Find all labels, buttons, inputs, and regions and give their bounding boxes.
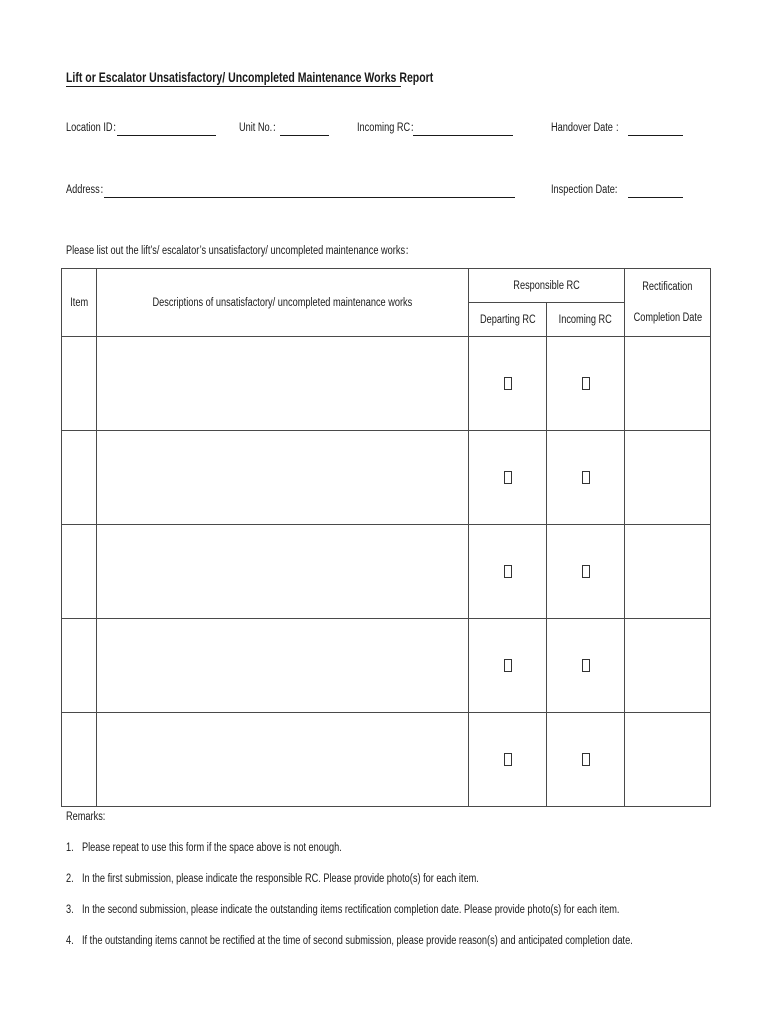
handover-date-label: Handover Date <box>551 122 613 134</box>
location-id-label: Location ID： <box>66 122 122 134</box>
handover-date-colon: : <box>616 122 619 134</box>
incoming-rc-field[interactable] <box>413 135 513 136</box>
incoming-rc-cell <box>547 337 625 431</box>
title-underline <box>66 86 401 87</box>
completion-date-cell[interactable] <box>625 713 711 807</box>
completion-date-cell[interactable] <box>625 619 711 713</box>
maintenance-works-table <box>61 268 711 807</box>
header-incoming-rc: Incoming RC <box>547 303 625 337</box>
incoming-rc-checkbox[interactable] <box>582 659 590 672</box>
address-field[interactable] <box>104 197 515 198</box>
remarks-heading: Remarks: <box>66 811 106 823</box>
header-rectification-completion-date <box>625 269 711 337</box>
inspection-date-field[interactable] <box>628 197 683 198</box>
unit-no-field[interactable] <box>280 135 329 136</box>
remark-text: If the outstanding items cannot be rectified at the time of second submission, please provide reason(s) and anticipated completion date. <box>82 935 633 947</box>
remark-number: 2. <box>66 873 74 885</box>
item-cell[interactable] <box>62 713 97 807</box>
item-cell[interactable] <box>62 619 97 713</box>
description-cell[interactable] <box>97 431 469 525</box>
incoming-rc-checkbox[interactable] <box>582 471 590 484</box>
header-rectification-line1: Rectification <box>642 281 693 293</box>
departing-rc-cell <box>469 431 547 525</box>
departing-rc-checkbox[interactable] <box>504 471 512 484</box>
departing-rc-cell <box>469 619 547 713</box>
incoming-rc-checkbox[interactable] <box>582 565 590 578</box>
remark-text: Please repeat to use this form if the space above is not enough. <box>82 842 342 854</box>
incoming-rc-label: Incoming RC： <box>357 122 420 134</box>
table-row <box>62 525 711 619</box>
location-id-field[interactable] <box>117 135 216 136</box>
table-row <box>62 619 711 713</box>
incoming-rc-checkbox[interactable] <box>582 753 590 766</box>
incoming-rc-checkbox[interactable] <box>582 377 590 390</box>
unit-no-label: Unit No.： <box>239 122 282 134</box>
instructions-text: Please list out the lift’s/ escalator’s unsatisfactory/ uncompleted maintenance works： <box>66 245 415 257</box>
completion-date-cell[interactable] <box>625 337 711 431</box>
departing-rc-cell <box>469 337 547 431</box>
departing-rc-checkbox[interactable] <box>504 753 512 766</box>
header-description: Descriptions of unsatisfactory/ uncompleted maintenance works <box>97 269 469 337</box>
item-cell[interactable] <box>62 525 97 619</box>
header-departing-rc: Departing RC <box>469 303 547 337</box>
departing-rc-cell <box>469 713 547 807</box>
remark-number: 3. <box>66 904 74 916</box>
address-label: Address： <box>66 184 109 196</box>
completion-date-cell[interactable] <box>625 525 711 619</box>
header-responsible-rc: Responsible RC <box>469 269 625 303</box>
departing-rc-checkbox[interactable] <box>504 377 512 390</box>
table-row <box>62 337 711 431</box>
departing-rc-checkbox[interactable] <box>504 565 512 578</box>
incoming-rc-cell <box>547 713 625 807</box>
description-cell[interactable] <box>97 713 469 807</box>
remark-text: In the first submission, please indicate the responsible RC. Please provide photo(s) for each item. <box>82 873 479 885</box>
item-cell[interactable] <box>62 337 97 431</box>
inspection-date-colon: ： <box>614 184 624 196</box>
remark-number: 1. <box>66 842 74 854</box>
incoming-rc-cell <box>547 525 625 619</box>
header-rectification-line2: Completion Date <box>633 312 703 324</box>
incoming-rc-cell <box>547 431 625 525</box>
departing-rc-checkbox[interactable] <box>504 659 512 672</box>
table-row <box>62 713 711 807</box>
description-cell[interactable] <box>97 337 469 431</box>
page-title: Lift or Escalator Unsatisfactory/ Uncompleted Maintenance Works Report <box>66 70 434 85</box>
header-item: Item <box>62 269 97 337</box>
handover-date-field[interactable] <box>628 135 683 136</box>
table-row <box>62 431 711 525</box>
description-cell[interactable] <box>97 525 469 619</box>
inspection-date-label: Inspection Date <box>551 184 615 196</box>
remark-text: In the second submission, please indicate the outstanding items rectification completion date. Please provide photo(s) for each item. <box>82 904 620 916</box>
description-cell[interactable] <box>97 619 469 713</box>
remark-number: 4. <box>66 935 74 947</box>
completion-date-cell[interactable] <box>625 431 711 525</box>
departing-rc-cell <box>469 525 547 619</box>
item-cell[interactable] <box>62 431 97 525</box>
incoming-rc-cell <box>547 619 625 713</box>
